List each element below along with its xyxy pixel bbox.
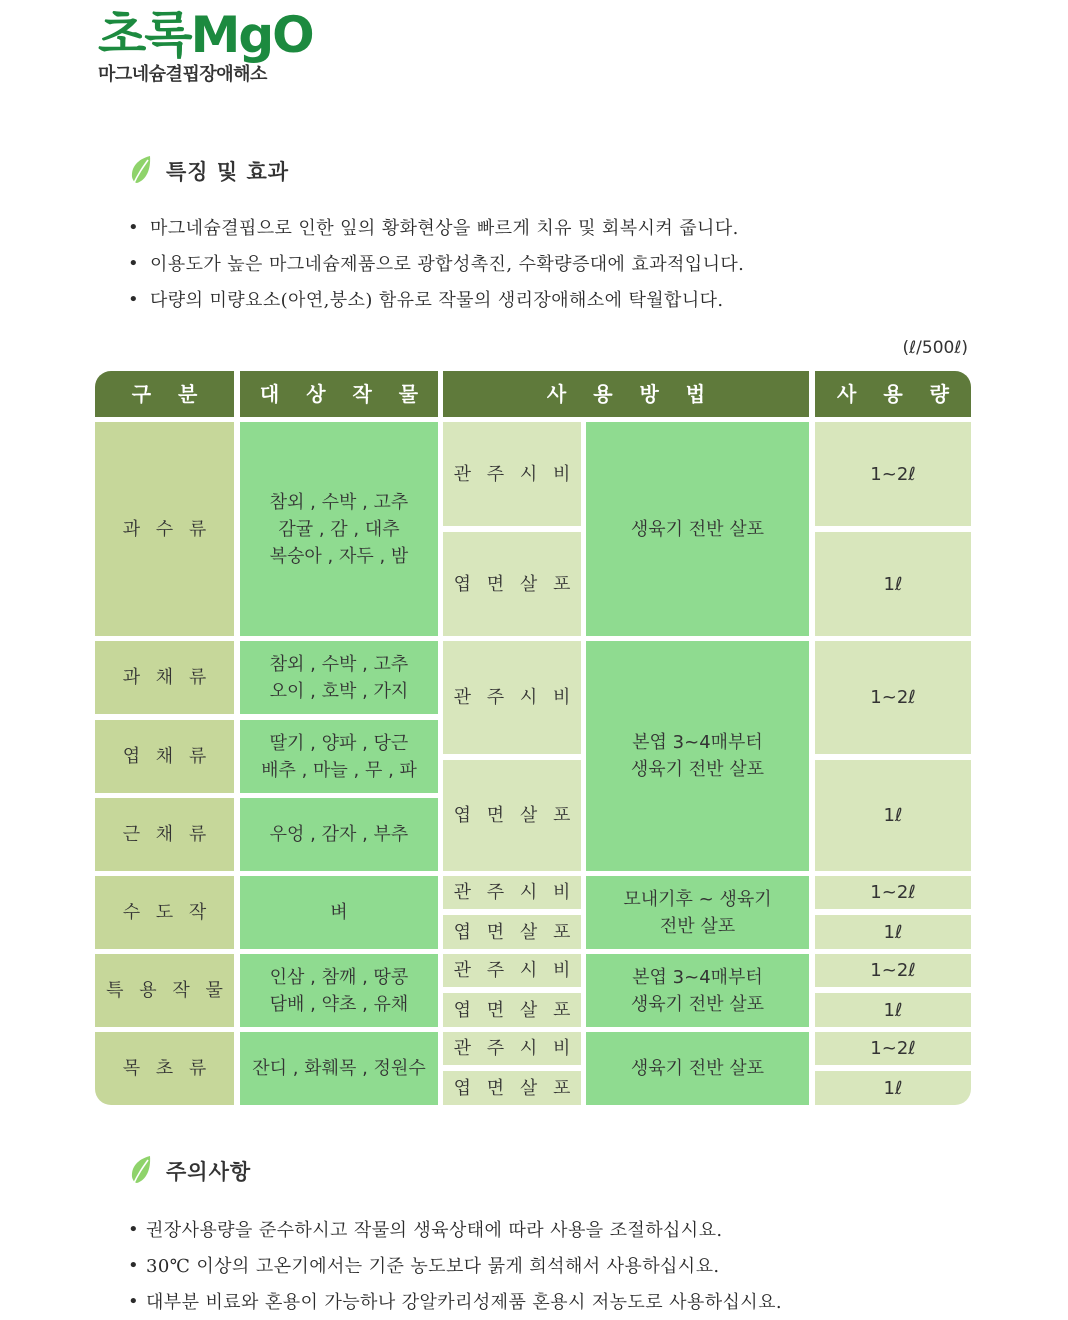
description-vegetables — [586, 641, 809, 871]
crop-line: 배추 , 마늘 , 무 , 파 — [261, 759, 417, 781]
feature-text: 이용도가 높은 마그네슘제품으로 광합성촉진, 수확량증대에 효과적입니다. — [150, 254, 745, 275]
crop-line: 벼 — [330, 902, 348, 923]
amount-irrigation: 1~2ℓ — [815, 1032, 971, 1065]
cautions-heading — [128, 1155, 251, 1187]
header-crops: 대 상 작 물 — [240, 371, 438, 417]
description-rice — [586, 876, 809, 949]
category-grasses: 목 초 류 — [95, 1032, 234, 1105]
list-item: • 30℃ 이상의 고온기에서는 기준 농도보다 묽게 희석해서 사용하십시요. — [128, 1247, 782, 1283]
method-foliar: 엽 면 살 포 — [443, 760, 581, 871]
category-root-vegetables: 근 채 류 — [95, 798, 234, 871]
cautions-title: 주의사항 — [166, 1160, 252, 1184]
crops-root-vegetables — [240, 798, 438, 871]
method-foliar: 엽 면 살 포 — [443, 915, 581, 949]
crops-grasses — [240, 1032, 438, 1105]
description-grasses — [586, 1032, 809, 1105]
brand-subtitle: 마그네슘결핍장애해소 — [98, 64, 267, 85]
crops-fruit-vegetables — [240, 641, 438, 714]
amount-foliar: 1ℓ — [815, 993, 971, 1027]
brand-title: 초록MgO — [98, 6, 313, 64]
method-foliar: 엽 면 살 포 — [443, 1071, 581, 1105]
caution-text: 대부분 비료와 혼용이 가능하나 강알카리성제품 혼용시 저농도로 사용하십시요. — [146, 1292, 782, 1313]
method-irrigation: 관 주 시 비 — [443, 641, 581, 754]
list-item: • 마그네슘결핍으로 인한 잎의 황화현상을 빠르게 치유 및 회복시켜 줍니다. — [128, 209, 744, 245]
method-foliar: 엽 면 살 포 — [443, 993, 581, 1027]
feature-text: 다량의 미량요소(아연,붕소) 함유로 작물의 생리장애해소에 탁월합니다. — [150, 290, 724, 311]
crop-line: 딸기 , 양파 , 당근 — [269, 732, 409, 754]
category-fruit-trees: 과 수 류 — [95, 422, 234, 636]
crop-line: 참외 , 수박 , 고추 — [269, 653, 409, 675]
amount-irrigation: 1~2ℓ — [815, 641, 971, 754]
category-rice: 수 도 작 — [95, 876, 234, 949]
crop-line: 복숭아 , 자두 , 밤 — [269, 545, 409, 567]
brand-logo — [98, 8, 313, 86]
amount-foliar: 1ℓ — [815, 1071, 971, 1105]
description-line: 본엽 3~4매부터 — [632, 732, 763, 753]
description-fruit-trees — [586, 422, 809, 636]
method-foliar: 엽 면 살 포 — [443, 532, 581, 636]
description-line: 본엽 3~4매부터 — [632, 966, 763, 988]
header-method: 사 용 방 법 — [443, 371, 809, 417]
amount-irrigation: 1~2ℓ — [815, 954, 971, 987]
usage-table — [95, 371, 971, 1105]
amount-foliar: 1ℓ — [815, 532, 971, 636]
amount-irrigation: 1~2ℓ — [815, 422, 971, 526]
leaf-icon — [128, 155, 154, 187]
description-line: 생육기 전반 살포 — [630, 518, 765, 540]
crop-line: 오이 , 호박 , 가지 — [269, 680, 409, 702]
description-line: 생육기 전반 살포 — [630, 993, 765, 1015]
description-line: 전반 살포 — [659, 915, 736, 937]
method-irrigation: 관 주 시 비 — [443, 422, 581, 526]
features-title: 특징 및 효과 — [166, 160, 290, 184]
category-leaf-vegetables: 엽 채 류 — [95, 720, 234, 793]
crops-fruit-trees — [240, 422, 438, 636]
list-item: • 권장사용량을 준수하시고 작물의 생육상태에 따라 사용을 조절하십시요. — [128, 1211, 782, 1247]
crop-line: 우엉 , 감자 , 부추 — [269, 824, 409, 845]
features-heading — [128, 155, 289, 187]
amount-foliar: 1ℓ — [815, 915, 971, 949]
crop-line: 감귤 , 감 , 대추 — [278, 518, 400, 540]
description-line: 생육기 전반 살포 — [630, 759, 765, 780]
category-special-crops: 특 용 작 물 — [95, 954, 234, 1027]
description-special-crops — [586, 954, 809, 1027]
crops-rice — [240, 876, 438, 949]
header-amount: 사 용 량 — [815, 371, 971, 417]
caution-text: 권장사용량을 준수하시고 작물의 생육상태에 따라 사용을 조절하십시요. — [146, 1220, 723, 1241]
feature-text: 마그네슘결핍으로 인한 잎의 황화현상을 빠르게 치유 및 회복시켜 줍니다. — [150, 218, 739, 239]
crop-line: 참외 , 수박 , 고추 — [269, 491, 409, 513]
method-irrigation: 관 주 시 비 — [443, 954, 581, 987]
description-line: 모내기후 ~ 생육기 — [623, 888, 772, 910]
description-line: 생육기 전반 살포 — [630, 1058, 765, 1079]
method-irrigation: 관 주 시 비 — [443, 1032, 581, 1065]
leaf-icon — [128, 1155, 154, 1187]
method-irrigation: 관 주 시 비 — [443, 876, 581, 909]
unit-note: (ℓ/500ℓ) — [902, 338, 968, 358]
caution-text: 30℃ 이상의 고온기에서는 기준 농도보다 묽게 희석해서 사용하십시요. — [146, 1256, 720, 1277]
cautions-list — [128, 1211, 782, 1319]
amount-irrigation: 1~2ℓ — [815, 876, 971, 909]
crop-line: 잔디 , 화훼목 , 정원수 — [252, 1058, 426, 1079]
crop-line: 인삼 , 참깨 , 땅콩 — [269, 966, 409, 988]
amount-foliar: 1ℓ — [815, 760, 971, 871]
features-list — [128, 209, 744, 317]
crops-special — [240, 954, 438, 1027]
list-item: • 다량의 미량요소(아연,붕소) 함유로 작물의 생리장애해소에 탁월합니다. — [128, 281, 744, 317]
list-item: • 대부분 비료와 혼용이 가능하나 강알카리성제품 혼용시 저농도로 사용하십시요. — [128, 1283, 782, 1319]
header-category: 구 분 — [95, 371, 234, 417]
list-item: • 이용도가 높은 마그네슘제품으로 광합성촉진, 수확량증대에 효과적입니다. — [128, 245, 744, 281]
crops-leaf-vegetables — [240, 720, 438, 793]
category-fruit-vegetables: 과 채 류 — [95, 641, 234, 714]
crop-line: 담배 , 약초 , 유채 — [269, 993, 409, 1015]
